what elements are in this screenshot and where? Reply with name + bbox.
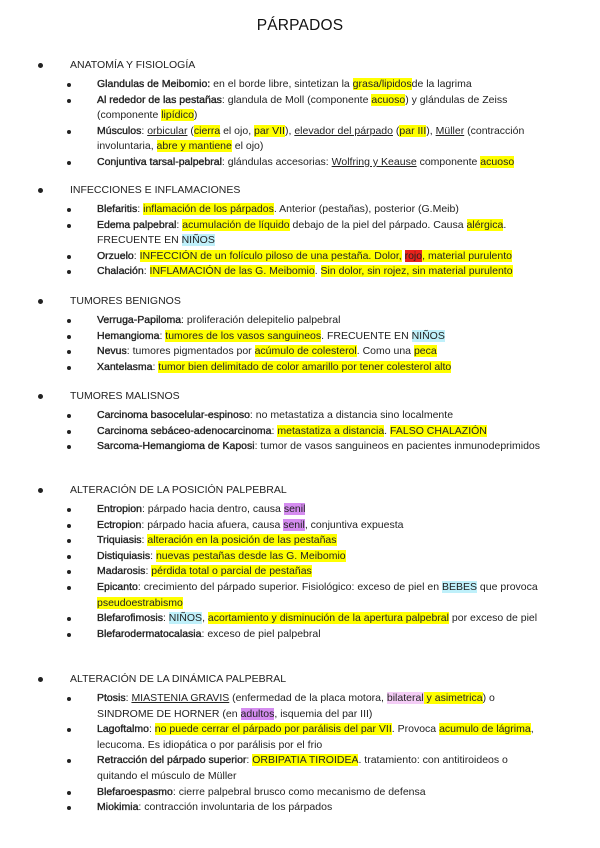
section-list: [0, 502, 600, 642]
item-term: Orzuelo: [97, 249, 134, 262]
highlight-pink: bilateral: [386, 692, 424, 704]
highlight-cyan: NIÑOS: [168, 612, 203, 625]
highlight-yellow: INFECCIÓN de un folículo piloso de una pestaña. Dolor,: [139, 249, 402, 262]
highlight-yellow: abre y mantiene: [156, 140, 232, 153]
item-text: . tratamiento: con antitiroideos o quitando el músculo de Müller: [97, 754, 508, 782]
highlight-yellow: pseudoestrabismo: [97, 596, 183, 609]
item-text: : no metastatiza a distancia sino localmente: [249, 409, 454, 421]
highlight-yellow: par VII: [254, 124, 285, 137]
item-text: : crecimiento del párpado superior. Fisiológico: exceso de piel en: [137, 580, 442, 593]
item-term: Epicanto: [97, 580, 138, 593]
item-term: Xantelasma: [97, 360, 153, 373]
section-title: TUMORES BENIGNOS: [70, 295, 181, 307]
section-title: ANATOMÍA Y FISIOLOGÍA: [70, 59, 196, 71]
list-item: [0, 155, 600, 171]
underlined-text: Müller: [435, 124, 465, 137]
list-item: [0, 785, 600, 801]
item-text: ) o SINDROME DE HORNER (en: [97, 692, 495, 720]
list-item: [0, 611, 600, 627]
underlined-text: MIASTENIA GRAVIS: [131, 692, 230, 704]
item-term: Chalación: [97, 265, 144, 278]
item-text: .: [314, 265, 321, 278]
highlight-yellow: acuoso: [480, 155, 515, 168]
item-text: por exceso de piel: [448, 612, 538, 625]
list-item: [0, 753, 600, 784]
highlight-yellow: no puede cerrar el párpado por parálisis del par VII: [154, 723, 392, 736]
item-text: el ojo,: [220, 124, 255, 137]
list-item: [0, 502, 600, 518]
underlined-text: orbicular: [147, 124, 188, 137]
item-text: :: [141, 534, 148, 547]
section: [0, 294, 600, 375]
item-term: Ptosis: [97, 692, 126, 704]
section: [0, 483, 600, 642]
item-text: . FRECUENTE EN: [321, 329, 412, 342]
section-header: [0, 58, 600, 74]
item-text: . Anterior (pestañas), posterior (G.Meib): [273, 203, 459, 215]
list-item: [0, 564, 600, 580]
item-term: Blefaritis: [97, 203, 138, 215]
item-text: debajo de la piel del párpado. Causa: [289, 218, 467, 231]
highlight-magenta: senil: [283, 518, 305, 531]
section: [0, 389, 600, 455]
highlight-yellow: INFLAMACIÓN de las G. Meibomio: [149, 265, 315, 278]
item-text: , conjuntiva expuesta: [304, 518, 404, 531]
item-text: :: [133, 249, 140, 262]
item-text: : párpado hacia dentro, causa: [141, 503, 284, 515]
highlight-yellow: alteración en la posición de las pestañas: [147, 534, 337, 547]
highlight-yellow: FALSO CHALAZIÓN: [390, 424, 487, 437]
highlight-yellow: nuevas pestañas desde las G. Meibomio: [155, 549, 346, 562]
list-item: [0, 313, 600, 329]
highlight-yellow: Sin dolor, sin rojez, sin material purulento: [320, 265, 513, 278]
item-text: ),: [426, 124, 436, 137]
section-title: TUMORES MALISNOS: [70, 390, 180, 402]
list-item: [0, 202, 600, 218]
section: [0, 183, 600, 280]
highlight-yellow: peca: [413, 345, 437, 358]
item-term: Blefaroespasmo: [97, 785, 173, 798]
underlined-text: Wolfring y Keause: [331, 155, 417, 168]
highlight-yellow: acortamiento y disminución de la apertura palpebral: [207, 612, 449, 625]
section-title: ALTERACIÓN DE LA POSICIÓN PALPEBRAL: [70, 484, 287, 496]
highlight-yellow: , material purulento: [422, 249, 512, 262]
item-text: . Provoca: [391, 723, 440, 736]
page-title: PÁRPADOS: [256, 17, 344, 34]
highlight-yellow: lipídico: [161, 109, 194, 122]
highlight-yellow: par III: [399, 124, 427, 137]
item-term: Verruga-Papiloma: [97, 314, 182, 326]
section-header: [0, 672, 600, 688]
highlight-cyan: BEBES: [441, 580, 477, 593]
list-item: [0, 691, 600, 722]
item-text: : cierre palpebral brusco como mecanismo de defensa: [172, 785, 426, 798]
highlight-yellow: inflamación de los párpados: [143, 203, 274, 215]
item-text: (contracción involuntaria,: [97, 124, 525, 153]
highlight-yellow: y asimetrica: [423, 692, 483, 704]
item-text: : exceso de piel palpebral: [201, 627, 321, 640]
item-text: : glándulas accesorias:: [221, 155, 332, 168]
item-term: Nevus: [97, 345, 127, 358]
item-term: Madarosis: [97, 565, 146, 578]
item-text: : tumor de vasos sanguineos en pacientes inmunodeprimidos: [254, 440, 540, 453]
item-text: : contracción involuntaria de los párpados: [138, 801, 333, 814]
item-term: Músculos: [97, 124, 142, 137]
highlight-yellow: cierra: [193, 124, 221, 137]
item-text: :: [152, 360, 159, 373]
item-text: . Como una: [356, 345, 414, 358]
section-list: [0, 202, 600, 280]
item-text: que provoca: [477, 580, 538, 593]
highlight-yellow: pérdida total o parcial de pestañas: [151, 565, 312, 578]
list-item: [0, 264, 600, 280]
highlight-magenta: adultos: [240, 707, 275, 720]
item-text: ) y glándulas de Zeiss (componente: [97, 93, 508, 122]
list-item: [0, 439, 600, 455]
list-item: [0, 424, 600, 440]
section-header: [0, 483, 600, 499]
underlined-text: elevador del párpado: [294, 124, 393, 137]
item-term: Hemangioma: [97, 329, 160, 342]
item-term: Carcinoma basocelular-espinoso: [97, 409, 250, 421]
section: [0, 672, 600, 816]
item-text: :: [137, 203, 144, 215]
item-text: : glandula de Moll (componente: [221, 93, 372, 106]
section-header: [0, 294, 600, 310]
section: [0, 58, 600, 171]
highlight-yellow: acumulación de líquido: [182, 218, 290, 231]
list-item: [0, 344, 600, 360]
item-term: Blefarodermatocalasia: [97, 627, 202, 640]
list-item: [0, 77, 600, 93]
item-term: Retracción del párpado superior: [97, 754, 247, 767]
item-term: Blefarofimosis: [97, 612, 163, 625]
list-item: [0, 580, 600, 611]
section-title: ALTERACIÓN DE LA DINÁMICA PALPEBRAL: [70, 673, 287, 685]
bullet-icon: [38, 63, 43, 68]
bullet-icon: [38, 299, 43, 304]
list-item: [0, 549, 600, 565]
highlight-yellow: acúmulo de colesterol: [254, 345, 357, 358]
item-term: Al rededor de las pestañas: [97, 93, 222, 106]
section-list: [0, 691, 600, 816]
item-text: en el borde libre, sintetizan la: [213, 78, 353, 90]
item-text: ): [193, 109, 198, 122]
list-item: [0, 533, 600, 549]
item-text: :: [150, 549, 156, 562]
item-text: :: [141, 124, 148, 137]
item-text: .: [384, 424, 391, 437]
item-term: Lagoftalmo: [97, 723, 149, 736]
highlight-cyan: NIÑOS: [181, 234, 215, 247]
item-text: ,: [202, 612, 208, 625]
highlight-magenta: senil: [283, 503, 306, 515]
bullet-icon: [38, 488, 43, 493]
highlight-yellow: ORBIPATIA TIROIDEA: [252, 754, 359, 767]
item-text: componente: [416, 155, 481, 168]
list-item: [0, 518, 600, 534]
item-text: ),: [284, 124, 295, 137]
item-text: : tumores pigmentados por: [126, 345, 255, 358]
item-term: Sarcoma-Hemangioma de Kaposi: [97, 440, 255, 453]
item-text: : proliferación delepitelio palpebral: [181, 314, 341, 326]
list-item: [0, 722, 600, 753]
item-term: Ectropion: [97, 518, 142, 531]
item-text: :: [271, 424, 278, 437]
section-list: [0, 313, 600, 375]
highlight-yellow: acuoso: [371, 93, 406, 106]
item-term: Carcinoma sebáceo-adenocarcinoma: [97, 424, 272, 437]
item-text: :: [148, 723, 155, 736]
bullet-icon: [38, 394, 43, 399]
item-text: , lecucoma. Es idiopática o por parálisis por el frio: [97, 723, 534, 751]
item-text: :: [176, 218, 183, 231]
item-term: Edema palpebral: [97, 218, 177, 231]
list-item: [0, 360, 600, 376]
item-text: :: [162, 612, 169, 625]
item-text: :: [246, 754, 253, 767]
item-term: Conjuntiva tarsal-palpebral: [97, 155, 222, 168]
list-item: [0, 627, 600, 643]
highlight-yellow: tumores de los vasos sanguineos: [165, 329, 322, 342]
item-term: Triquiasis: [97, 534, 142, 547]
item-term: Miokimia: [97, 801, 139, 814]
list-item: [0, 408, 600, 424]
item-text: :: [143, 265, 150, 278]
section-list: [0, 408, 600, 455]
item-text: :: [125, 692, 132, 704]
list-item: [0, 329, 600, 345]
list-item: [0, 800, 600, 816]
item-text: (enfermedad de la placa motora,: [229, 692, 387, 704]
item-text: :: [159, 329, 166, 342]
item-text: . FRECUENTE EN: [97, 218, 507, 247]
item-term: Glandulas de Meibomio:: [97, 78, 214, 90]
item-text: de la lagrima: [411, 78, 472, 90]
highlight-yellow: grasa/lipidos: [352, 78, 412, 90]
list-item: [0, 124, 600, 155]
item-text: , isquemia del par III): [274, 707, 373, 720]
section-title: INFECCIONES E INFLAMACIONES: [70, 184, 241, 196]
item-text: (: [392, 124, 400, 137]
highlight-red: rojo: [404, 249, 423, 262]
highlight-yellow: acumulo de lágrima: [439, 723, 531, 736]
item-text: : párpado hacia afuera, causa: [141, 518, 284, 531]
highlight-yellow: tumor bien delimitado de color amarillo por tener colesterol alto: [158, 360, 452, 373]
item-term: Entropion: [97, 503, 142, 515]
section-header: [0, 389, 600, 405]
list-item: [0, 249, 600, 265]
highlight-yellow: alérgica: [466, 218, 504, 231]
item-text: (: [187, 124, 194, 137]
bullet-icon: [38, 677, 43, 682]
section-header: [0, 183, 600, 199]
highlight-yellow: metastatiza a distancia: [277, 424, 385, 437]
highlight-cyan: NIÑOS: [411, 329, 445, 342]
item-text: :: [145, 565, 152, 578]
item-term: Distiquiasis: [97, 549, 151, 562]
bullet-icon: [38, 188, 43, 193]
item-text: el ojo): [231, 140, 264, 153]
section-list: [0, 77, 600, 171]
list-item: [0, 93, 600, 124]
list-item: [0, 218, 600, 249]
